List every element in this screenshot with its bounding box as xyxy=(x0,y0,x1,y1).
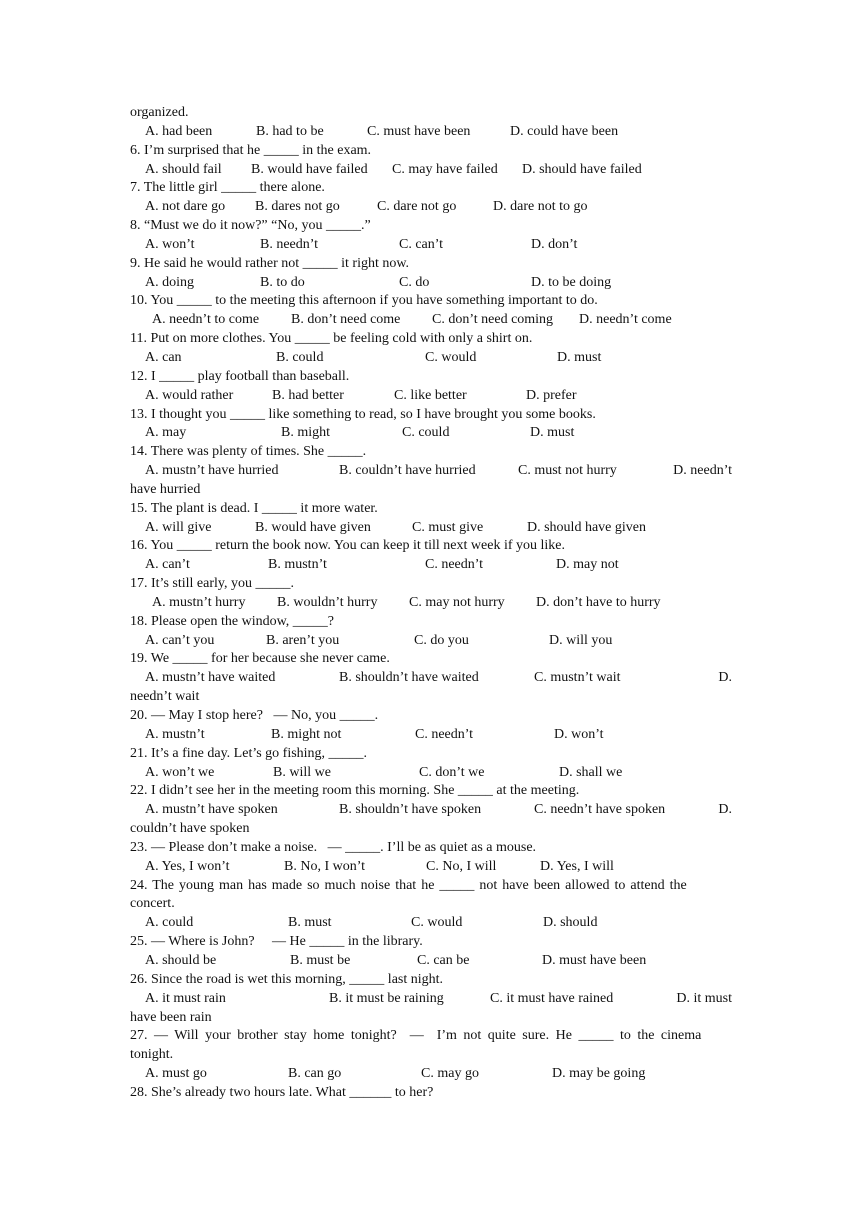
question-text: 25. — Where is John? — He _____ in the library. xyxy=(130,934,423,950)
option-d: D. xyxy=(718,802,732,818)
option-b: B. shouldn’t have waited xyxy=(339,670,479,686)
option-b: B. don’t need come xyxy=(291,312,401,328)
question-text-continued: have hurried xyxy=(130,481,201,497)
question-text: 22. I didn’t see her in the meeting room this morning. She _____ at the meeting. xyxy=(130,783,580,799)
question-text: 24. The young man has made so much noise that he _____ not have been allowed to attend the xyxy=(130,877,687,893)
options-row xyxy=(130,236,732,255)
option-c: C. can’t xyxy=(399,236,444,252)
option-a: A. can’t you xyxy=(145,632,215,648)
options-row xyxy=(130,801,732,820)
option-a: A. should fail xyxy=(145,161,222,177)
question-text-continued: needn’t wait xyxy=(130,689,200,705)
option-a: A. mustn’t xyxy=(145,726,205,742)
question-text-continued: concert. xyxy=(130,896,175,912)
option-a: A. can’t xyxy=(145,557,190,573)
question-text: 20. — May I stop here? — No, you _____. xyxy=(130,708,379,723)
option-a: A. mustn’t have spoken xyxy=(145,802,278,818)
option-b: B. might not xyxy=(271,726,342,742)
options-row xyxy=(130,952,732,971)
option-a: A. must go xyxy=(145,1066,207,1082)
option-d: D. needn’t come xyxy=(579,312,672,328)
option-d: D. will you xyxy=(549,632,613,648)
option-d: D. should have failed xyxy=(522,161,642,177)
option-b: B. would have failed xyxy=(251,161,368,177)
option-b: B. needn’t xyxy=(260,236,319,252)
options-row xyxy=(130,764,732,783)
option-c: C. needn’t xyxy=(425,557,484,573)
question-text: 28. She’s already two hours late. What ______ to her? xyxy=(130,1084,434,1100)
question-text: 21. It’s a fine day. Let’s go fishing, _____. xyxy=(130,745,368,761)
option-c: C. may go xyxy=(421,1066,479,1082)
option-a: A. mustn’t have waited xyxy=(145,670,276,686)
option-a: A. doing xyxy=(145,274,194,290)
option-c: C. dare not go xyxy=(377,199,457,215)
option-b: B. to do xyxy=(260,274,305,290)
question-text: 27. — Will your brother stay home tonight? — I’m not quite sure. He _____ to the cinema xyxy=(130,1028,702,1044)
option-a: A. mustn’t have hurried xyxy=(145,463,279,479)
option-a: A. may xyxy=(145,425,187,441)
options-row xyxy=(130,726,732,745)
option-a: A. needn’t to come xyxy=(152,312,260,328)
option-c: C. may have failed xyxy=(392,161,498,177)
option-d: D. may be going xyxy=(552,1066,646,1082)
option-b: B. might xyxy=(281,425,331,441)
option-c: C. could xyxy=(402,425,450,441)
question-text-continued: couldn’t have spoken xyxy=(130,821,250,837)
question-text: 17. It’s still early, you _____. xyxy=(130,576,294,592)
option-d: D. shall we xyxy=(559,764,623,780)
options-row xyxy=(130,594,732,613)
option-d: D. must xyxy=(557,349,602,365)
option-c: C. needn’t xyxy=(415,726,474,742)
option-b: B. dares not go xyxy=(255,199,340,215)
option-d: D. it must xyxy=(676,990,732,1006)
option-c: C. would xyxy=(411,915,463,931)
question-text: 9. He said he would rather not _____ it right now. xyxy=(130,255,410,271)
options-row xyxy=(130,556,732,575)
option-a: A. had been xyxy=(145,123,213,139)
option-a: A. won’t xyxy=(145,236,195,252)
worksheet xyxy=(130,104,732,1103)
option-b: B. had to be xyxy=(256,123,324,139)
question-text: 10. You _____ to the meeting this afternoon if you have something important to do. xyxy=(130,293,598,309)
question-text: 16. You _____ return the book now. You can keep it till next week if you like. xyxy=(130,538,565,554)
option-b: B. will we xyxy=(273,764,331,780)
options-row xyxy=(130,198,732,217)
option-c: C. must have been xyxy=(367,123,471,139)
question-text: 15. The plant is dead. I _____ it more water. xyxy=(130,500,378,516)
option-b: B. could xyxy=(276,349,324,365)
question-text: 8. “Must we do it now?” “No, you _____.” xyxy=(130,218,371,234)
options-row xyxy=(130,311,732,330)
question-text-continued: have been rain xyxy=(130,1009,212,1025)
option-c: C. may not hurry xyxy=(409,594,505,610)
option-a: A. should be xyxy=(145,952,217,968)
option-b: B. must be xyxy=(290,952,351,968)
option-b: B. No, I won’t xyxy=(284,858,366,874)
option-d: D. needn’t xyxy=(673,463,732,479)
option-c: C. do you xyxy=(414,632,469,648)
question-text: 18. Please open the window, _____? xyxy=(130,613,334,629)
option-d: D. may not xyxy=(556,557,619,573)
option-c: C. don’t need coming xyxy=(432,312,554,328)
option-a: A. will give xyxy=(145,519,212,535)
options-row xyxy=(130,669,732,688)
option-b: B. aren’t you xyxy=(266,632,340,648)
options-row xyxy=(130,123,732,142)
options-row xyxy=(130,424,732,443)
question-text: 13. I thought you _____ like something to read, so I have brought you some books. xyxy=(130,406,596,422)
option-a: A. would rather xyxy=(145,387,234,403)
option-b: B. would have given xyxy=(255,519,371,535)
options-row xyxy=(130,519,732,538)
options-row xyxy=(130,990,732,1009)
question-text: 23. — Please don’t make a noise. — _____. I’ll be as quiet as a mouse. xyxy=(130,839,537,855)
option-b: B. shouldn’t have spoken xyxy=(339,802,482,818)
options-row xyxy=(130,349,732,368)
option-c: C. do xyxy=(399,274,430,290)
option-d: D. should have given xyxy=(527,519,646,535)
option-d: D. don’t xyxy=(531,236,578,252)
option-b: B. had better xyxy=(272,387,344,403)
options-row xyxy=(130,1065,732,1084)
option-b: B. can go xyxy=(288,1066,342,1082)
question-text: 26. Since the road is wet this morning, _____ last night. xyxy=(130,971,444,987)
options-row xyxy=(130,914,732,933)
option-b: B. wouldn’t hurry xyxy=(277,594,378,610)
option-a: A. it must rain xyxy=(145,990,226,1006)
option-d: D. could have been xyxy=(510,123,619,139)
options-row xyxy=(130,161,732,180)
option-a: A. could xyxy=(145,915,194,931)
option-d: D. Yes, I will xyxy=(540,858,614,874)
option-d: D. don’t have to hurry xyxy=(536,594,661,610)
options-row xyxy=(130,274,732,293)
option-d: D. to be doing xyxy=(531,274,612,290)
option-a: A. can xyxy=(145,349,182,365)
option-d: D. prefer xyxy=(526,387,577,403)
options-row xyxy=(130,387,732,406)
option-c: C. mustn’t wait xyxy=(534,670,621,686)
option-b: B. it must be raining xyxy=(329,990,444,1006)
option-c: C. like better xyxy=(394,387,467,403)
option-c: C. can be xyxy=(417,952,470,968)
question-text: 12. I _____ play football than baseball. xyxy=(130,368,350,384)
option-c: C. must not hurry xyxy=(518,463,617,479)
option-c: C. it must have rained xyxy=(490,990,614,1006)
question-text-continued: tonight. xyxy=(130,1047,174,1063)
option-b: B. mustn’t xyxy=(268,557,327,573)
option-d: D. must xyxy=(530,425,575,441)
option-c: C. must give xyxy=(412,519,484,535)
option-d: D. xyxy=(718,670,732,686)
question-text: 19. We _____ for her because she never came. xyxy=(130,651,390,667)
option-b: B. must xyxy=(288,915,332,931)
option-c: C. No, I will xyxy=(426,858,497,874)
options-row xyxy=(130,632,732,651)
option-d: D. dare not to go xyxy=(493,199,588,215)
option-c: C. don’t we xyxy=(419,764,485,780)
option-d: D. won’t xyxy=(554,726,604,742)
option-c: C. would xyxy=(425,349,477,365)
option-b: B. couldn’t have hurried xyxy=(339,463,476,479)
options-row xyxy=(130,462,732,481)
option-a: A. won’t we xyxy=(145,764,215,780)
option-a: A. Yes, I won’t xyxy=(145,858,230,874)
option-d: D. must have been xyxy=(542,952,647,968)
question-text: 14. There was plenty of times. She _____. xyxy=(130,444,367,460)
options-row xyxy=(130,858,732,877)
option-a: A. not dare go xyxy=(145,199,226,215)
question-text: 7. The little girl _____ there alone. xyxy=(130,180,325,196)
question-text: 11. Put on more clothes. You _____ be feeling cold with only a shirt on. xyxy=(130,331,533,347)
question-text: 6. I’m surprised that he _____ in the exam. xyxy=(130,142,372,158)
question-text: organized. xyxy=(130,105,189,120)
option-a: A. mustn’t hurry xyxy=(152,594,246,610)
option-d: D. should xyxy=(543,915,598,931)
option-c: C. needn’t have spoken xyxy=(534,802,666,818)
